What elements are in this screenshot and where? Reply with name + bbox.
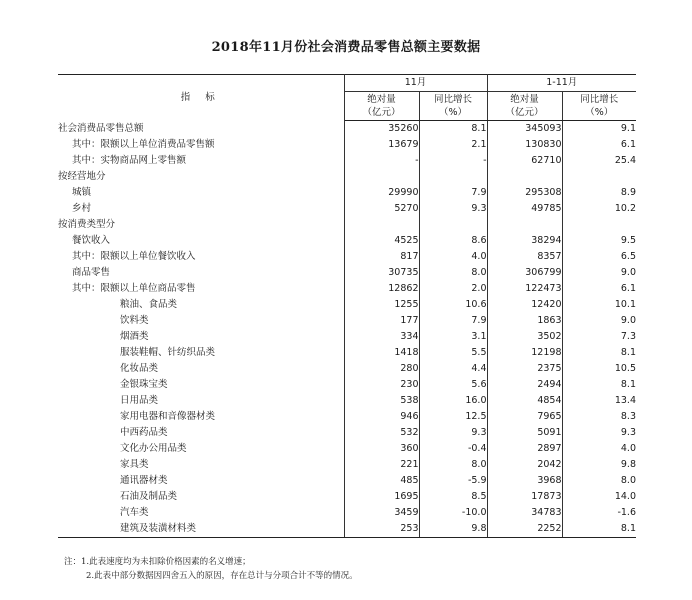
table-row xyxy=(58,345,636,361)
month-absolute-cell: 1695 xyxy=(344,489,419,505)
row-label: 粮油、食品类 xyxy=(58,297,344,313)
table-row xyxy=(58,313,636,329)
ytd-yoy-cell: 14.0 xyxy=(614,491,636,502)
row-label: 其中：限额以上单位餐饮收入 xyxy=(58,249,344,265)
ytd-absolute-cell: 3502 xyxy=(487,329,562,345)
month-yoy-cell: -5.9 xyxy=(419,473,487,489)
month-yoy-cell: 7.9 xyxy=(419,313,487,329)
row-label: 通讯器材类 xyxy=(58,473,344,489)
month-absolute-cell: 360 xyxy=(344,441,419,457)
ytd-yoy-cell: 6.1 xyxy=(620,139,636,150)
ytd-absolute-cell: 2897 xyxy=(487,441,562,457)
month-yoy-cell: 7.9 xyxy=(419,185,487,201)
header-abs-line1: 绝对量 xyxy=(510,94,539,105)
month-absolute-cell: 485 xyxy=(344,473,419,489)
ytd-absolute-cell: 122473 xyxy=(487,281,562,297)
document-title: 2018年11月份社会消费品零售总额主要数据 xyxy=(211,40,481,55)
table-row xyxy=(58,505,636,521)
row-label: 建筑及装潢材料类 xyxy=(58,521,344,538)
ytd-absolute-cell xyxy=(487,217,562,233)
header-abs-line2: （亿元） xyxy=(505,107,544,118)
table-row xyxy=(58,217,636,233)
ytd-absolute-cell: 2252 xyxy=(487,521,562,538)
ytd-yoy-cell xyxy=(562,217,636,233)
ytd-group-header: 1-11月 xyxy=(487,75,636,92)
header-yoy-line1: 同比增长 xyxy=(433,94,472,105)
month-yoy-cell: 4.4 xyxy=(419,361,487,377)
ytd-yoy-cell: 8.1 xyxy=(562,521,636,538)
footnote-2: 2.此表中部分数据因四舍五入的原因，存在总计与分项合计不等的情况。 xyxy=(86,571,358,581)
row-label: 化妆品类 xyxy=(58,361,344,377)
table-row xyxy=(58,361,636,377)
ytd-yoy-cell: 9.8 xyxy=(620,459,636,470)
ytd-absolute-cell xyxy=(487,169,562,185)
row-label: 家用电器和音像器材类 xyxy=(58,409,344,425)
month-yoy-cell: 9.3 xyxy=(419,425,487,441)
month-absolute-cell: 12862 xyxy=(344,281,419,297)
ytd-yoy-cell: 10.1 xyxy=(614,299,636,310)
ytd-yoy-cell: -1.6 xyxy=(617,507,636,518)
ytd-absolute-cell: 34783 xyxy=(487,505,562,521)
ytd-absolute-cell: 2375 xyxy=(487,361,562,377)
row-label: 其中：限额以上单位商品零售 xyxy=(58,281,344,297)
table-row xyxy=(58,329,636,345)
month-absolute-cell: 13679 xyxy=(344,137,419,153)
table-row xyxy=(58,473,636,489)
month-yoy-cell: 2.1 xyxy=(419,137,487,153)
month-yoy-cell: 10.6 xyxy=(419,297,487,313)
month-absolute-cell: 35260 xyxy=(344,121,419,138)
row-label: 石油及制品类 xyxy=(58,489,344,505)
table-row xyxy=(58,441,636,457)
month-absolute-cell: 230 xyxy=(344,377,419,393)
row-label: 饮料类 xyxy=(58,313,344,329)
header-yoy-line2: （%） xyxy=(438,107,468,118)
ytd-absolute-cell: 12198 xyxy=(487,345,562,361)
row-label: 汽车类 xyxy=(58,505,344,521)
month-absolute-cell: 1418 xyxy=(344,345,419,361)
month-absolute-cell: 29990 xyxy=(344,185,419,201)
ytd-yoy-cell: 10.5 xyxy=(614,363,636,374)
table-row xyxy=(58,185,636,201)
ytd-absolute-cell: 130830 xyxy=(487,137,562,153)
month-absolute-cell: 538 xyxy=(344,393,419,409)
month-absolute-cell: 3459 xyxy=(344,505,419,521)
month-absolute-cell: 946 xyxy=(344,409,419,425)
row-label: 其中：实物商品网上零售额 xyxy=(58,153,344,169)
month-yoy-cell: 9.3 xyxy=(419,201,487,217)
ytd-absolute-cell: 4854 xyxy=(487,393,562,409)
table-row xyxy=(58,425,636,441)
month-absolute-cell: 4525 xyxy=(344,233,419,249)
ytd-absolute-cell: 5091 xyxy=(487,425,562,441)
table-row xyxy=(58,121,636,138)
table-row xyxy=(58,201,636,217)
month-absolute-cell: 221 xyxy=(344,457,419,473)
month-absolute-cell: 5270 xyxy=(344,201,419,217)
header-yoy-line2: （%） xyxy=(585,107,614,118)
ytd-absolute-cell: 345093 xyxy=(487,121,562,138)
ytd-absolute-cell: 62710 xyxy=(487,153,562,169)
row-label: 家具类 xyxy=(58,457,344,473)
ytd-yoy-cell: 8.0 xyxy=(620,475,636,486)
table-row xyxy=(58,489,636,505)
ytd-yoy-cell: 8.3 xyxy=(620,411,636,422)
month-yoy-header xyxy=(419,92,487,121)
table-row xyxy=(58,377,636,393)
ytd-yoy-cell: 4.0 xyxy=(620,443,636,454)
month-absolute-cell: 334 xyxy=(344,329,419,345)
table-row xyxy=(58,521,636,538)
ytd-absolute-cell: 2042 xyxy=(487,457,562,473)
month-yoy-cell: 8.0 xyxy=(419,457,487,473)
table-row xyxy=(58,281,636,297)
row-label: 中西药品类 xyxy=(58,425,344,441)
ytd-yoy-cell: 8.9 xyxy=(620,187,636,198)
month-yoy-cell: 16.0 xyxy=(419,393,487,409)
ytd-absolute-cell: 7965 xyxy=(487,409,562,425)
table-row xyxy=(58,457,636,473)
month-absolute-cell: 280 xyxy=(344,361,419,377)
month-yoy-cell: 8.1 xyxy=(419,121,487,138)
month-yoy-cell xyxy=(419,169,487,185)
month-yoy-cell: 9.8 xyxy=(419,521,487,538)
ytd-absolute-cell: 2494 xyxy=(487,377,562,393)
table-row xyxy=(58,393,636,409)
ytd-absolute-cell: 306799 xyxy=(487,265,562,281)
month-yoy-cell xyxy=(419,217,487,233)
table-row xyxy=(58,137,636,153)
table-row xyxy=(58,409,636,425)
ytd-absolute-cell: 295308 xyxy=(487,185,562,201)
table-row xyxy=(58,153,636,169)
row-label: 文化办公用品类 xyxy=(58,441,344,457)
ytd-yoy-cell: 9.0 xyxy=(620,267,636,278)
row-label: 乡村 xyxy=(58,201,344,217)
header-row-groups xyxy=(58,75,636,92)
month-group-header: 11月 xyxy=(344,75,487,92)
row-label: 社会消费品零售总额 xyxy=(58,121,344,138)
month-absolute-cell: 30735 xyxy=(344,265,419,281)
ytd-yoy-cell: 9.1 xyxy=(620,123,636,134)
month-absolute-cell xyxy=(344,217,419,233)
month-yoy-cell: 5.6 xyxy=(419,377,487,393)
month-yoy-cell: 2.0 xyxy=(419,281,487,297)
ytd-yoy-cell: 6.1 xyxy=(620,283,636,294)
ytd-yoy-cell: 8.1 xyxy=(620,379,636,390)
row-label: 金银珠宝类 xyxy=(58,377,344,393)
ytd-yoy-cell: 6.5 xyxy=(620,251,636,262)
header-abs-line2: （亿元） xyxy=(362,107,401,118)
table-body xyxy=(58,121,636,538)
footnotes xyxy=(64,555,358,583)
ytd-yoy-cell: 25.4 xyxy=(614,155,636,166)
table-row xyxy=(58,169,636,185)
month-yoy-cell: -10.0 xyxy=(419,505,487,521)
month-yoy-cell: 8.5 xyxy=(419,489,487,505)
row-label: 烟酒类 xyxy=(58,329,344,345)
ytd-absolute-cell: 12420 xyxy=(487,297,562,313)
ytd-yoy-cell: 10.2 xyxy=(614,203,636,214)
row-label: 日用品类 xyxy=(58,393,344,409)
row-label: 按经营地分 xyxy=(58,169,344,185)
month-yoy-cell: 8.0 xyxy=(419,265,487,281)
ytd-yoy-header xyxy=(562,92,636,121)
header-yoy-line1: 同比增长 xyxy=(580,94,619,105)
footnote-1: 注：1.此表速度均为未扣除价格因素的名义增速； xyxy=(64,557,251,567)
month-yoy-cell: 12.5 xyxy=(419,409,487,425)
ytd-yoy-cell: 9.3 xyxy=(620,427,636,438)
retail-sales-table xyxy=(58,74,636,538)
row-label: 其中：限额以上单位消费品零售额 xyxy=(58,137,344,153)
ytd-absolute-cell: 8357 xyxy=(487,249,562,265)
month-absolute-cell: 1255 xyxy=(344,297,419,313)
row-label: 城镇 xyxy=(58,185,344,201)
row-label: 商品零售 xyxy=(58,265,344,281)
header-abs-line1: 绝对量 xyxy=(367,94,396,105)
row-label: 按消费类型分 xyxy=(58,217,344,233)
month-yoy-cell: - xyxy=(419,153,487,169)
ytd-yoy-cell: 13.4 xyxy=(614,395,636,406)
month-yoy-cell: -0.4 xyxy=(419,441,487,457)
month-absolute-cell: 532 xyxy=(344,425,419,441)
ytd-yoy-cell: 9.0 xyxy=(620,315,636,326)
ytd-absolute-cell: 38294 xyxy=(487,233,562,249)
indicator-header: 指 标 xyxy=(58,75,344,121)
month-yoy-cell: 8.6 xyxy=(419,233,487,249)
month-yoy-cell: 4.0 xyxy=(419,249,487,265)
ytd-absolute-cell: 3968 xyxy=(487,473,562,489)
ytd-yoy-cell: 9.5 xyxy=(620,235,636,246)
month-absolute-cell xyxy=(344,169,419,185)
table-row xyxy=(58,297,636,313)
month-absolute-cell: 253 xyxy=(344,521,419,538)
ytd-absolute-cell: 1863 xyxy=(487,313,562,329)
month-absolute-cell: 177 xyxy=(344,313,419,329)
month-yoy-cell: 5.5 xyxy=(419,345,487,361)
month-absolute-cell: 817 xyxy=(344,249,419,265)
table-row xyxy=(58,233,636,249)
ytd-absolute-cell: 17873 xyxy=(487,489,562,505)
row-label: 服装鞋帽、针纺织品类 xyxy=(58,345,344,361)
ytd-yoy-cell xyxy=(562,169,636,185)
ytd-yoy-cell: 7.3 xyxy=(620,331,636,342)
ytd-absolute-header xyxy=(487,92,562,121)
month-absolute-cell: - xyxy=(344,153,419,169)
row-label: 餐饮收入 xyxy=(58,233,344,249)
table-row xyxy=(58,249,636,265)
month-absolute-header xyxy=(344,92,419,121)
ytd-absolute-cell: 49785 xyxy=(487,201,562,217)
table-row xyxy=(58,265,636,281)
month-yoy-cell: 3.1 xyxy=(419,329,487,345)
ytd-yoy-cell: 8.1 xyxy=(620,347,636,358)
